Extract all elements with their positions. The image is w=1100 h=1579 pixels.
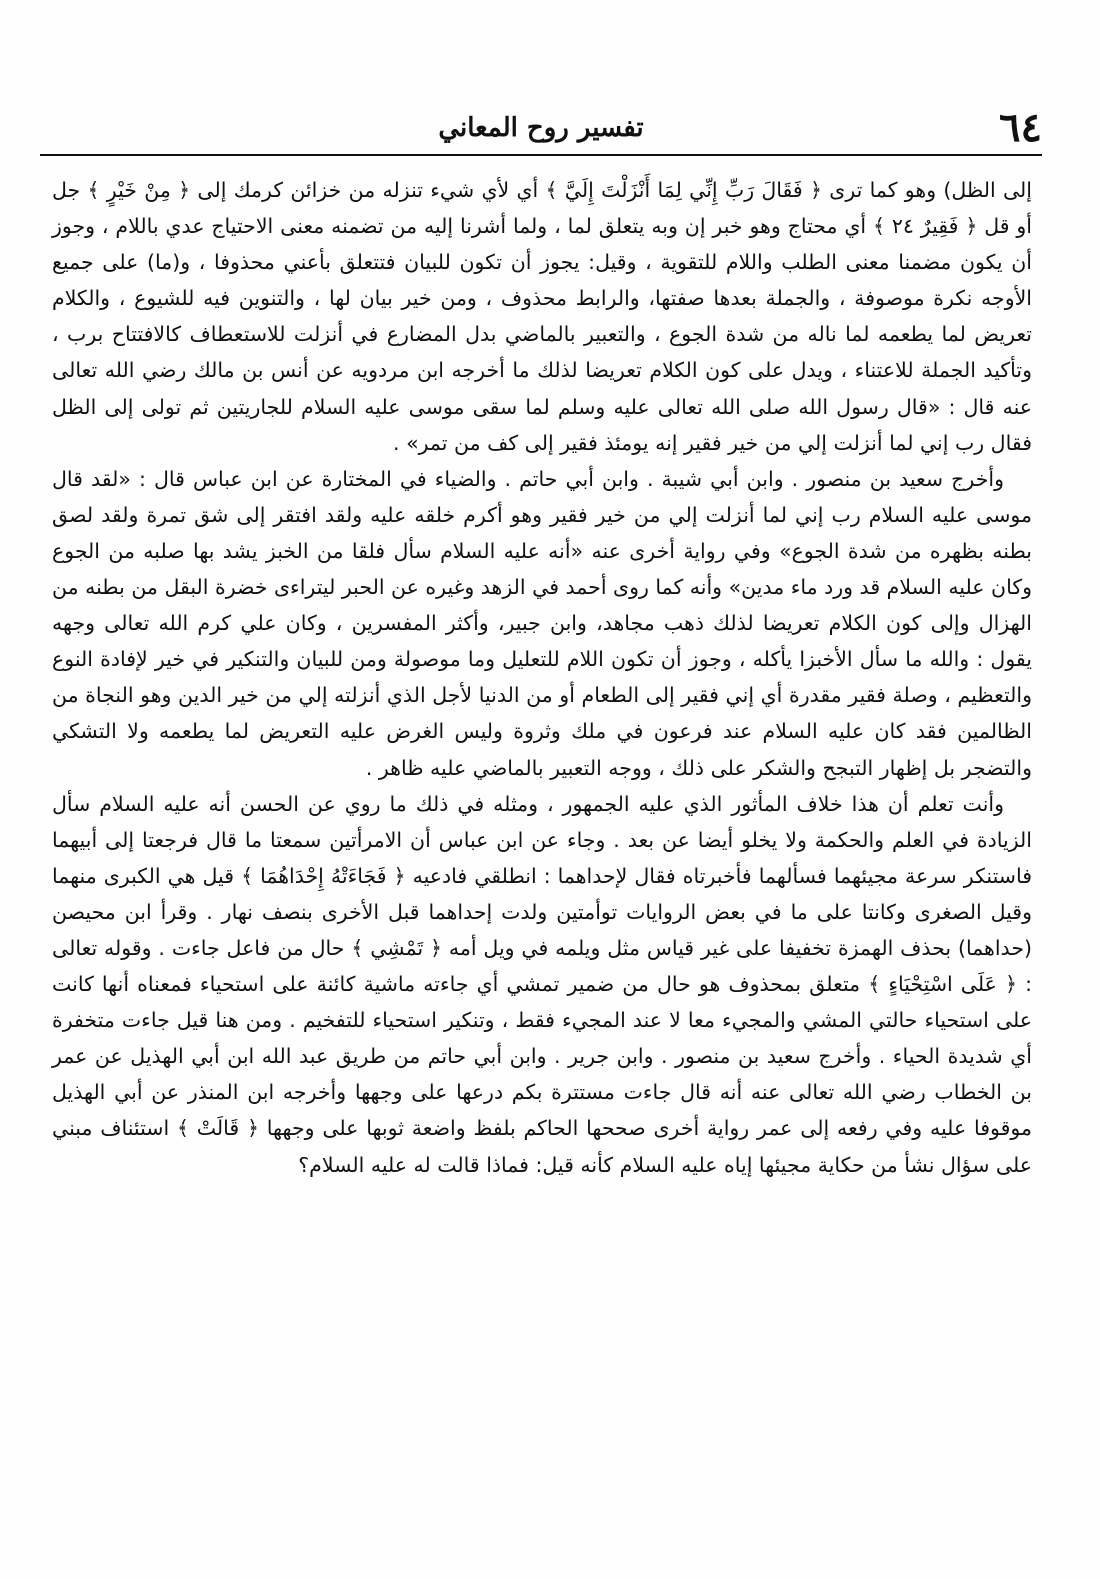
paragraph: إلى الظل) وهو كما ترى ﴿ فَقَالَ رَبِّ إِنِّي لِمَا أَنْزَلْتَ إِلَيَّ ﴾ أي لأي شيء تنزله من خزائن كرمك إلى ﴿ مِنْ خَيْرٍ ﴾ جل أو قل ﴿ فَقِيرٌ ٢٤ ﴾ أي محتاج وهو خبر إن وبه يتعلق لما ، ولما أشرنا إليه من تضمنه معنى الاحتياج عدي باللام ، وجوز أن يكون مضمنا معنى الطلب واللام للتقوية ، وقيل: يجوز أن تكون للبيان فتتعلق بأعني محذوفا ، و(ما) على جميع الأوجه نكرة موصوفة ، والجملة بعدها صفتها، والرابط محذوف ، ومن خير بيان لها ، والتنوين فيه للشيوع ، والكلام تعريض لما يطعمه لما ناله من شدة الجوع ، والتعبير بالماضي بدل المضارع في أنزلت للاستعطاف كالافتتاح برب ، وتأكيد الجملة للاعتناء ، ويدل على كون الكلام تعريضا لذلك ما أخرجه ابن مردويه عن أنس بن مالك رضي الله تعالى عنه قال : «قال رسول الله صلى الله تعالى عليه وسلم لما سقى موسى عليه السلام للجاريتين ثم تولى إلى الظل فقال رب إني لما أنزلت إلي من خير فقير إنه يومئذ فقير إلى كف من تمر» . bbox=[52, 178, 1032, 455]
page-header bbox=[40, 104, 1042, 152]
paragraph: وأنت تعلم أن هذا خلاف المأثور الذي عليه الجمهور ، ومثله في ذلك ما روي عن الحسن أنه عليه السلام سأل الزيادة في العلم والحكمة ولا يخلو أيضا عن بعد . وجاء عن ابن عباس أن الامرأتين سمعتا ما قال فرجعتا إلى أبيهما فاستنكر سرعة مجيئهما فسألهما فأخبرتاه فقال لإحداهما : انطلقي فادعيه ﴿ فَجَاءَتْهُ إِحْدَاهُمَا ﴾ قيل هي الكبرى منهما وقيل الصغرى وكانتا على ما في بعض الروايات توأمتين ولدت إحداهما قبل الأخرى بنصف نهار . وقرأ ابن محيصن (حداهما) بحذف الهمزة تخفيفا على غير قياس مثل ويلمه في ويل أمه ﴿ تَمْشِي ﴾ حال من فاعل جاءت . وقوله تعالى : ﴿ عَلَى اسْتِحْيَاءٍ ﴾ متعلق بمحذوف هو حال من ضمير تمشي أي جاءته ماشية كائنة على استحياء فمعناه أنها كانت على استحياء حالتي المشي والمجيء معا لا عند المجيء فقط ، وتنكير استحياء للتفخيم . ومن هنا قيل جاءت متخفرة أي شديدة الحياء . وأخرج سعيد بن منصور . وابن جرير . وابن أبي حاتم من طريق عبد الله ابن أبي الهذيل عن عمر بن الخطاب رضي الله تعالى عنه أنه قال جاءت مستترة بكم درعها على وجهها وأخرجه ابن المنذر عن أبي الهذيل موقوفا عليه وفي رفعه إلى عمر رواية أخرى صححها الحاكم بلفظ واضعة ثوبها على وجهها ﴿ قَالَتْ ﴾ استئناف مبني على سؤال نشأ من حكاية مجيئها إياه عليه السلام كأنه قيل: فماذا قالت له عليه السلام؟ bbox=[52, 791, 1032, 1177]
page-number: ٦٤ bbox=[999, 104, 1042, 151]
header-rule bbox=[40, 154, 1042, 156]
paragraph: وأخرج سعيد بن منصور . وابن أبي شيبة . وابن أبي حاتم . والضياء في المختارة عن ابن عباس قال : «لقد قال موسى عليه السلام رب إني لما أنزلت إلي من خير فقير وهو أكرم خلقه عليه ولقد افتقر إلى شق تمرة ولقد لصق بطنه بظهره من شدة الجوع» وفي رواية أخرى عنه «أنه عليه السلام سأل فلقا من الخبز يشد بها صلبه من الجوع وكان عليه السلام قد ورد ماء مدين» وأنه كما روى أحمد في الزهد وغيره عن الحبر ليتراءى خضرة البقل من بطنه من الهزال وإلى كون الكلام تعريضا لذلك ذهب مجاهد، وابن جبير، وأكثر المفسرين ، وكان علي كرم الله تعالى وجهه يقول : والله ما سأل الأخبزا يأكله ، وجوز أن تكون اللام للتعليل وما موصولة ومن للبيان والتنكير في خير لإفادة النوع والتعظيم ، وصلة فقير مقدرة أي إني فقير إلى الطعام أو من الدنيا لأجل الذي أنزلته إلي من خير الدين وهو النجاة من الظالمين فقد كان عليه السلام عند فرعون في ملك وثروة وليس الغرض عليه التعريض لما يطعمه ولا التشكي والتضجر بل إظهار التبجح والشكر على ذلك ، ووجه التعبير بالماضي عليه ظاهر . bbox=[52, 466, 1032, 780]
running-title: تفسير روح المعاني bbox=[438, 113, 644, 143]
body-text bbox=[52, 172, 1032, 1183]
